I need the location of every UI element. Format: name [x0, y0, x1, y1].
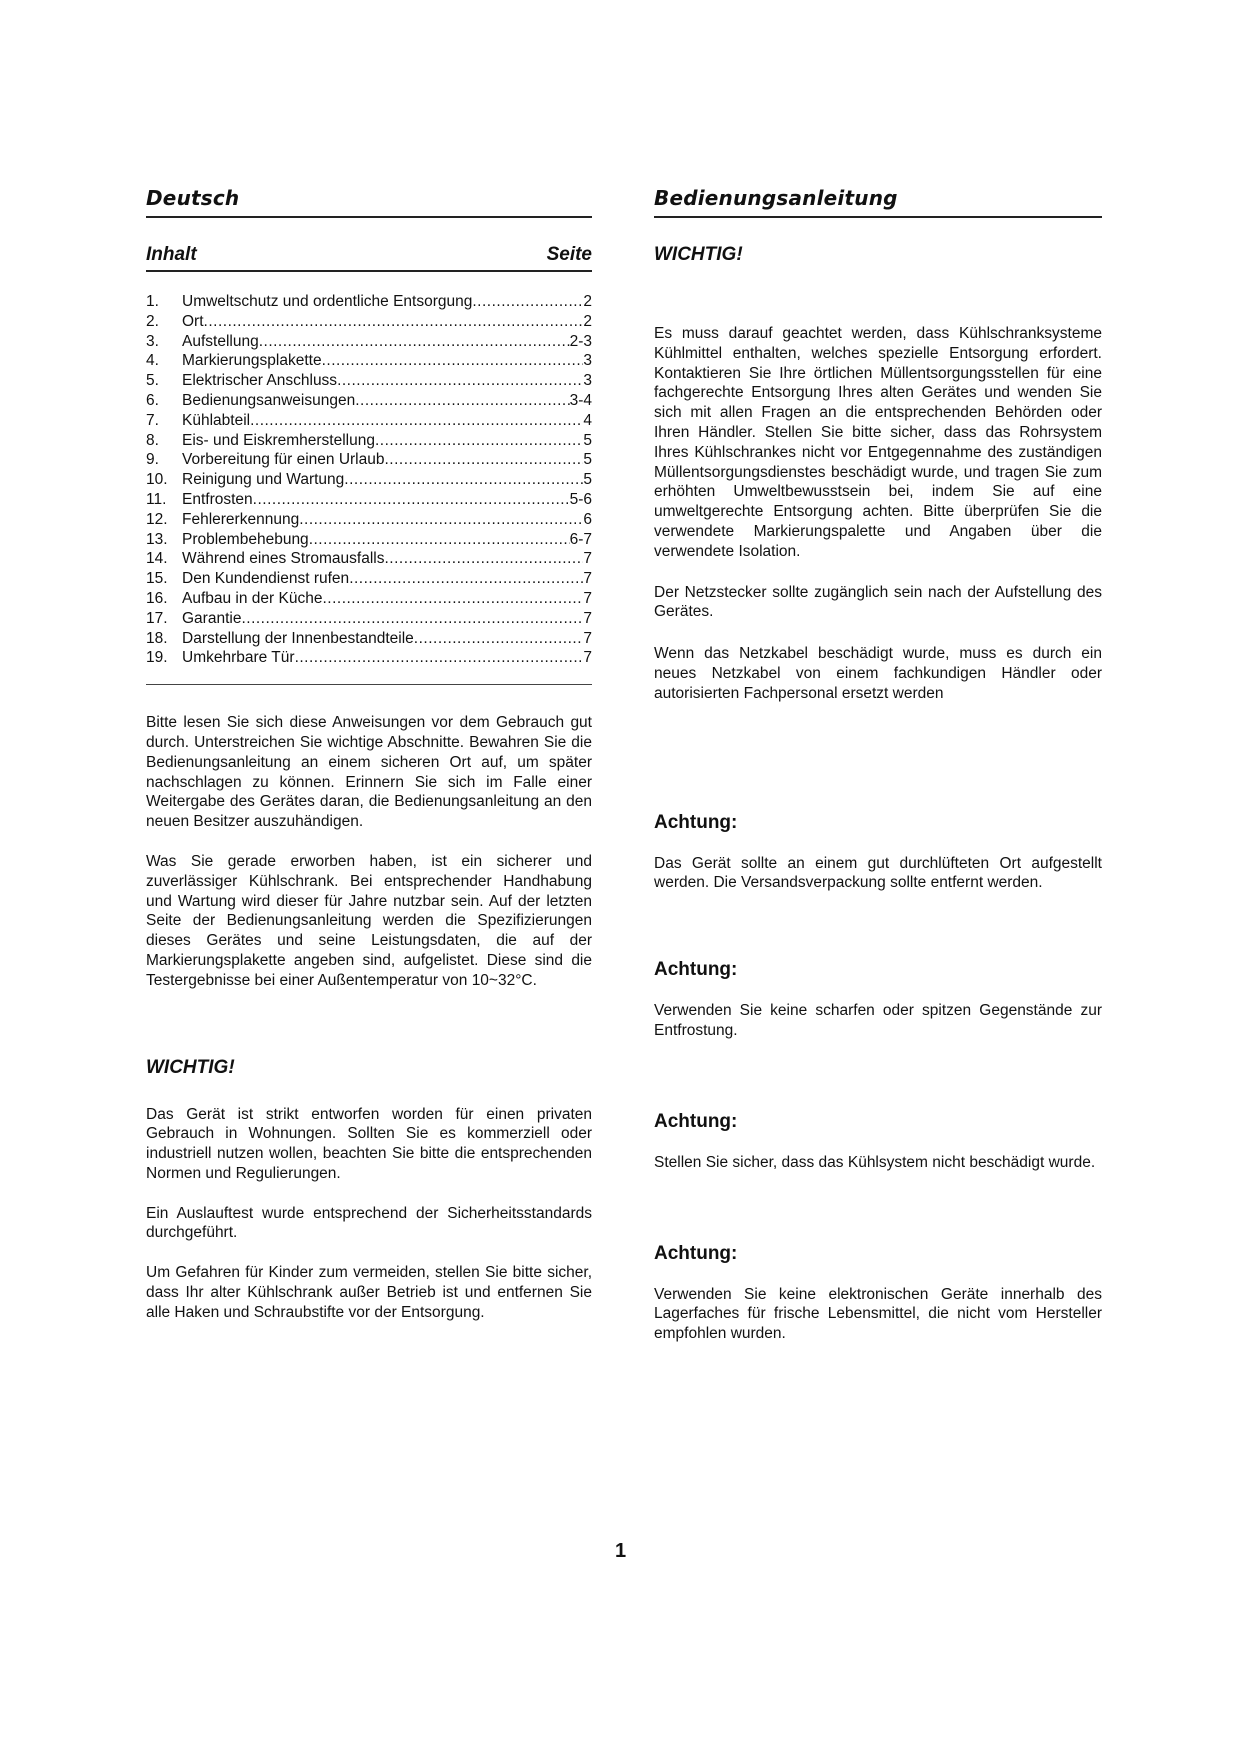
toc-item: 7. Kühlabteil ..... 4: [146, 411, 592, 431]
wichtig-left-paragraph-3: Um Gefahren für Kinder zum vermeiden, stellen Sie bitte sicher, dass Ihr alter Kühlschrank außer Betrieb ist und entfernen Sie alle Haken und Schraubstifte vor der Entsorgung.: [146, 1264, 592, 1321]
toc-item: 1. Umweltschutz und ordentliche Entsorgung ..... 2: [146, 292, 592, 312]
toc-item: 10. Reinigung und Wartung ..... 5: [146, 470, 592, 490]
wichtig-heading-left: WICHTIG!: [146, 1056, 235, 1078]
wichtig-right-paragraph-1: Es muss darauf geachtet werden, dass Kühlschranksysteme Kühlmittel enthalten, welches spezielle Entsorgung erfordert. Kontaktieren Sie Ihre örtlichen Müllentsorgungsstellen für eine fachgerechte Entsorgung Ihres alten Gerätes und wenden Sie sich mit allen Fragen an die entsprechenden Behörden oder Ihren Händler. Stellen Sie bitte sicher, dass das Rohrsystem Ihres Kühlschrankes nicht vor Entgegennahme des zuständigen Müllentsorgungsdienstes beschädigt wurde, und tragen Sie zum erhöhten Umweltbewusstsein bei, indem Sie auf eine umweltgerechte Entsorgung achten. Bitte überprüfen Sie die verwendete Markierungspalette und Angaben über die verwendete Isolation.: [654, 325, 1102, 560]
achtung-heading: Achtung:: [654, 811, 738, 833]
toc-item: 4. Markierungsplakette ..... 3: [146, 351, 592, 371]
toc-title: Inhalt: [146, 244, 197, 265]
toc-item: 2. Ort ..... 2: [146, 312, 592, 332]
wichtig-left-paragraph-2: Ein Auslauftest wurde entsprechend der Sicherheitsstandards durchgeführt.: [146, 1204, 592, 1242]
manual-header: Bedienungsanleitung: [654, 186, 1102, 218]
toc-item: 16. Aufbau in der Küche ..... 7: [146, 589, 592, 609]
toc-item: 12. Fehlererkennung ..... 6: [146, 510, 592, 530]
toc-item: 13. Problembehebung ..... 6-7: [146, 530, 592, 550]
toc-item: 5. Elektrischer Anschluss ..... 3: [146, 371, 592, 391]
toc-item: 11. Entfrosten ..... 5-6: [146, 490, 592, 510]
language-header: Deutsch: [146, 186, 592, 218]
toc-item: 15. Den Kundendienst rufen ..... 7: [146, 569, 592, 589]
intro-paragraph-1: Bitte lesen Sie sich diese Anweisungen vor dem Gebrauch gut durch. Unterstreichen Sie wichtige Abschnitte. Bewahren Sie die Bedienungsanleitung an einem sicheren Ort auf, um später nachschlagen zu können. Erinnern Sie sich im Falle einer Weitergabe des Gerätes daran, die Bedienungsanleitung an den neuen Besitzer auszuhändigen.: [146, 714, 592, 831]
toc-item: 18. Darstellung der Innenbestandteile ..... 7: [146, 629, 592, 649]
wichtig-right-paragraph-3: Wenn das Netzkabel beschädigt wurde, muss es durch ein neues Netzkabel von einem fachkundigen Händler oder autorisierten Fachpersonal ersetzt werden: [654, 645, 1102, 702]
achtung-heading: Achtung:: [654, 1242, 738, 1264]
left-column: [146, 186, 592, 1323]
toc-item: 8. Eis- und Eiskremherstellung ..... 5: [146, 431, 592, 451]
toc-item: 9. Vorbereitung für einen Urlaub ..... 5: [146, 450, 592, 470]
toc-page-label: Seite: [546, 244, 592, 265]
toc-item: 6. Bedienungsanweisungen ..... 3-4: [146, 391, 592, 411]
achtung-text: Verwenden Sie keine scharfen oder spitzen Gegenstände zur Entfrostung.: [654, 1002, 1102, 1039]
wichtig-right-paragraph-2: Der Netzstecker sollte zugänglich sein nach der Aufstellung des Gerätes.: [654, 583, 1102, 621]
achtung-text: Stellen Sie sicher, dass das Kühlsystem nicht beschädigt wurde.: [654, 1153, 1096, 1171]
achtung-heading: Achtung:: [654, 1110, 738, 1132]
toc-item: 14. Während eines Stromausfalls ..... 7: [146, 549, 592, 569]
toc-item: 19. Umkehrbare Tür ..... 7: [146, 648, 592, 668]
table-of-contents: [146, 292, 592, 668]
wichtig-left-paragraph-1: Das Gerät ist strikt entworfen worden für einen privaten Gebrauch in Wohnungen. Sollten Sie es kommerziell oder industriell nutzen wollen, beachten Sie bitte die entsprechenden Normen und Regulierungen.: [146, 1105, 592, 1182]
toc-item: 3. Aufstellung ..... 2-3: [146, 332, 592, 352]
achtung-heading: Achtung:: [654, 959, 738, 981]
wichtig-heading-right: WICHTIG!: [654, 244, 743, 265]
achtung-text: Das Gerät sollte an einem gut durchlüfteten Ort aufgestellt werden. Die Versandsverpackung sollte entfernt werden.: [654, 854, 1102, 892]
intro-paragraph-2: Was Sie gerade erworben haben, ist ein sicherer und zuverlässiger Kühlschrank. Bei entsprechender Handhabung und Wartung wird dieser für Jahre nutzbar sein. Auf der letzten Seite der Bedienungsanleitung werden die Spezifizierungen dieses Gerätes und seine Leistungsdaten, die auf der Markierungsplakette angeben sind, aufgelistet. Diese sind die Testergebnisse bei einer Außentemperatur von 10~32°C.: [146, 852, 592, 989]
achtung-text: Verwenden Sie keine elektronischen Geräte innerhalb des Lagerfaches für frische Lebensmittel, die nicht vom Hersteller empfohlen wurden.: [654, 1285, 1102, 1343]
right-column: [654, 186, 1102, 1344]
page-number: 1: [614, 1540, 627, 1562]
toc-item: 17. Garantie ..... 7: [146, 609, 592, 629]
toc-divider: [146, 684, 592, 685]
toc-header: [146, 244, 592, 272]
